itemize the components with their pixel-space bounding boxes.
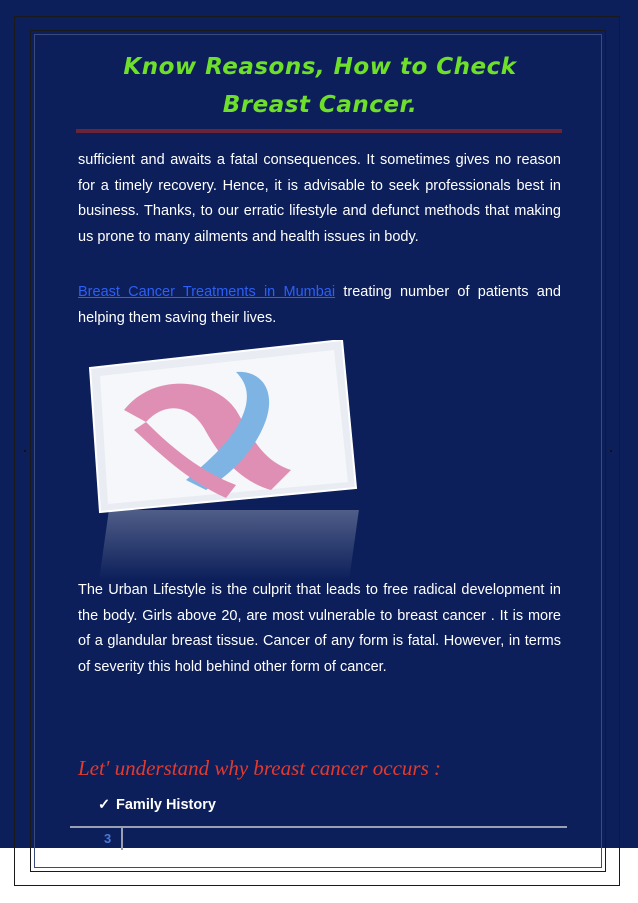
page-number-divider xyxy=(121,828,123,850)
pink-ribbon-image xyxy=(86,340,358,575)
intro-paragraph: sufficient and awaits a fatal consequences. It sometimes gives no reason for a timely recovery. Hence, it is advisable to seek professionals best in business. Thanks, to our erratic lifestyle and defunct methods that making us prone to many ailments and health issues in body. xyxy=(78,152,561,245)
treatment-link[interactable]: Breast Cancer Treatments in Mumbai xyxy=(78,284,336,300)
right-edge-mark xyxy=(610,450,612,452)
title-underline xyxy=(76,129,562,133)
photo-reflection xyxy=(99,510,359,580)
page-number: 3 xyxy=(104,831,112,846)
checkmark-icon: ✓ xyxy=(98,797,111,813)
lifestyle-paragraph: The Urban Lifestyle is the culprit that leads to free radical development in the body. Girls above 20, are most vulnerable to breast cancer . It is more of a glandular breast tissue. Cancer of any form is fatal. However, in terms of severity this hold behind other form of cancer. xyxy=(78,582,561,675)
list-item xyxy=(98,794,216,816)
treatment-paragraph xyxy=(78,280,561,331)
ribbon-photo-card xyxy=(86,340,358,515)
treatment-paragraph-text: treating number of patients and helping them saving their lives. xyxy=(78,284,561,326)
left-edge-mark xyxy=(24,450,26,452)
list-item-label: Family History xyxy=(116,797,216,813)
page-title: Know Reasons, How to Check Breast Cancer. xyxy=(123,54,517,118)
footer-rule xyxy=(70,826,567,828)
causes-subheading: Let' understand why breast cancer occurs : xyxy=(78,756,441,780)
